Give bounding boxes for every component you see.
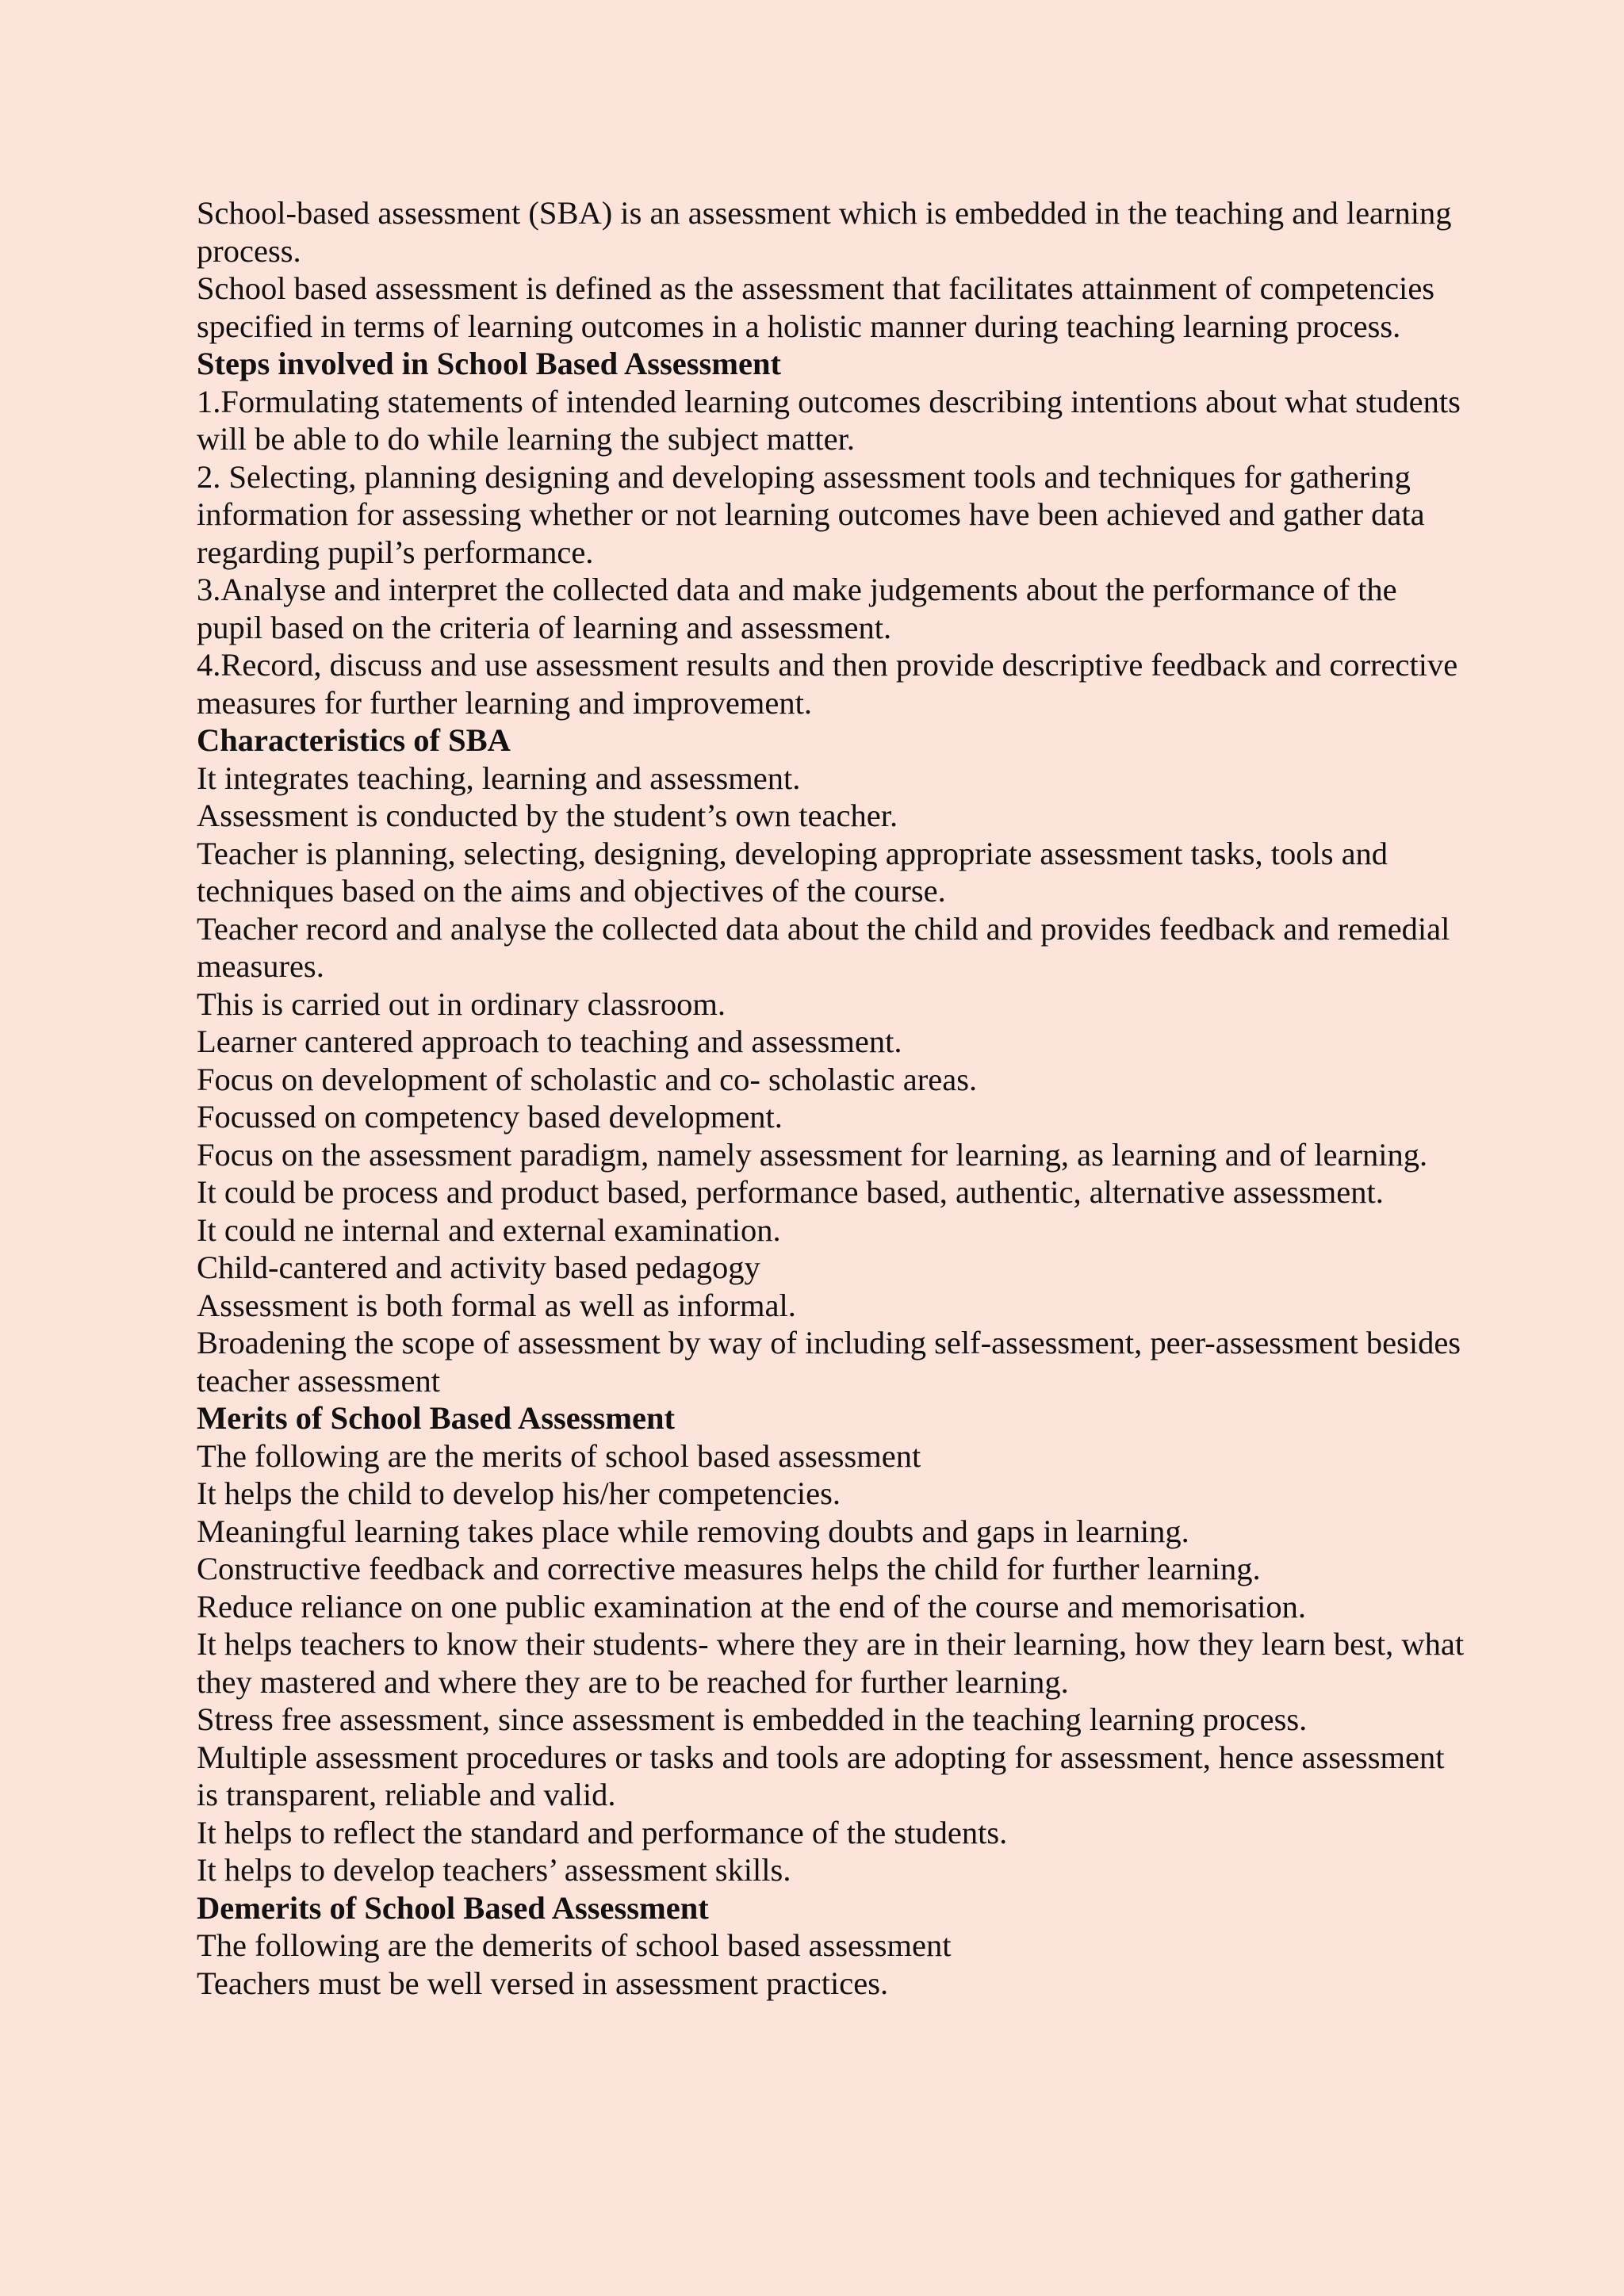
steps-heading: Steps involved in School Based Assessment [197,346,782,381]
merits-item: Constructive feedback and corrective measures helps the child for further learning. [197,1551,1261,1586]
characteristics-item: Teacher record and analyse the collected data about the child and provides feedback and remedial measures. [197,910,1450,984]
merits-item: It helps teachers to know their students- where they are in their learning, how they learn best, what they mastered and where they are to be reached for further learning. [197,1626,1465,1700]
merits-item: It helps to reflect the standard and performance of the students. [197,1814,1008,1850]
merits-item: It helps to develop teachers’ assessment skills. [197,1852,791,1888]
characteristics-item: Broadening the scope of assessment by way of including self-assessment, peer-assessment besides teacher assessment [197,1325,1461,1399]
steps-item: 4.Record, discuss and use assessment results and then provide descriptive feedback and corrective measures for further learning and improvement. [197,647,1458,721]
intro-paragraph: School-based assessment (SBA) is an assessment which is embedded in the teaching and learning process. [197,195,1452,269]
steps-item: 2. Selecting, planning designing and developing assessment tools and techniques for gathering information for assessing whether or not learning outcomes have been achieved and gather data regarding pupil’s performance. [197,458,1425,570]
steps-item: 1.Formulating statements of intended learning outcomes describing intentions about what students will be able to do while learning the subject matter. [197,383,1461,457]
merits-item: Multiple assessment procedures or tasks and tools are adopting for assessment, hence assessment is transparent, reliable and valid. [197,1739,1445,1812]
characteristics-item: Focus on the assessment paradigm, namely assessment for learning, as learning and of learning. [197,1136,1428,1173]
intro-paragraph: School based assessment is defined as the assessment that facilitates attainment of competencies specified in terms of learning outcomes in a holistic manner during teaching learning process. [197,270,1435,344]
characteristics-item: Assessment is conducted by the student’s own teacher. [197,798,898,833]
characteristics-item: It could be process and product based, performance based, authentic, alternative assessment. [197,1174,1384,1210]
characteristics-item: Focus on development of scholastic and co- scholastic areas. [197,1061,978,1097]
merits-item: Stress free assessment, since assessment is embedded in the teaching learning process. [197,1701,1308,1737]
demerits-item: Teachers must be well versed in assessment practices. [197,1965,889,2001]
characteristics-item: Focussed on competency based development. [197,1099,783,1135]
characteristics-item: Child-cantered and activity based pedagogy [197,1249,760,1285]
merits-item: Reduce reliance on one public examination at the end of the course and memorisation. [197,1588,1307,1624]
merits-item: Meaningful learning takes place while removing doubts and gaps in learning. [197,1513,1189,1549]
demerits-heading: Demerits of School Based Assessment [197,1889,709,1926]
merits-item: It helps the child to develop his/her competencies. [197,1475,841,1511]
characteristics-item: Learner cantered approach to teaching and assessment. [197,1024,902,1059]
characteristics-heading: Characteristics of SBA [197,722,511,758]
characteristics-item: It integrates teaching, learning and assessment. [197,760,801,796]
characteristics-item: Assessment is both formal as well as informal. [197,1287,796,1323]
merits-heading: Merits of School Based Assessment [197,1400,675,1436]
document-body [197,194,1465,2002]
steps-item: 3.Analyse and interpret the collected data and make judgements about the performance of the pupil based on the criteria of learning and assessment. [197,572,1397,645]
characteristics-item: This is carried out in ordinary classroom. [197,985,726,1022]
demerits-item: The following are the demerits of school based assessment [197,1927,952,1963]
characteristics-item: It could ne internal and external examination. [197,1211,781,1248]
characteristics-item: Teacher is planning, selecting, designing, developing appropriate assessment tasks, tools and techniques based on the aims and objectives of the course. [197,835,1388,909]
merits-item: The following are the merits of school based assessment [197,1437,921,1474]
